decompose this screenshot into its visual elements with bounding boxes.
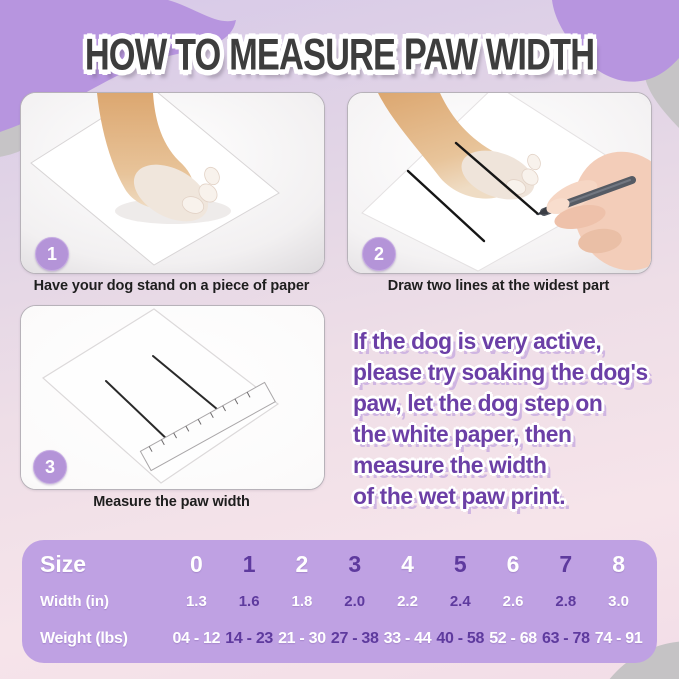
table-row-label: Weight (lbs) [40, 629, 128, 647]
tip-line: measure the width [353, 452, 547, 478]
table-cell: 2.8 [555, 593, 577, 610]
table-cell: 3 [348, 551, 362, 577]
step1-caption: Have your dog stand on a piece of paper [33, 278, 310, 294]
table-cell: 40 - 58 [436, 629, 485, 647]
step2-number-badge: 2 [362, 237, 396, 271]
table-cell: 1 [242, 551, 256, 577]
active-dog-tip-text [353, 326, 669, 512]
table-cell: 14 - 23 [225, 629, 274, 647]
table-cell: 2.0 [344, 593, 366, 610]
step3-number-badge: 3 [33, 450, 67, 484]
ruler-measuring-illustration [21, 306, 324, 489]
step3-caption: Measure the paw width [93, 494, 250, 510]
table-cell: 52 - 68 [489, 629, 537, 647]
page-title: HOW TO MEASURE PAW WIDTH [84, 30, 595, 80]
table-cell: 2.2 [397, 593, 418, 610]
table-cell: 1.3 [185, 593, 207, 610]
table-cell: 21 - 30 [278, 629, 326, 647]
table-cell: 1.8 [291, 593, 313, 610]
table-cell: 27 - 38 [330, 629, 379, 647]
table-cell: 8 [612, 551, 625, 577]
table-row-label: Size [40, 551, 87, 577]
table-cell: 7 [559, 551, 573, 577]
table-cell: 2 [295, 551, 309, 577]
table-cell: 6 [506, 551, 520, 577]
table-cell: 4 [401, 551, 414, 577]
tip-line: please try soaking the dog's [353, 359, 648, 385]
table-cell: 1.6 [238, 593, 260, 610]
size-chart [22, 540, 657, 663]
table-cell: 63 - 78 [541, 629, 590, 647]
table-cell: 33 - 44 [383, 629, 432, 647]
tip-line: If the dog is very active, [353, 328, 602, 354]
table-cell: 3.0 [608, 593, 630, 610]
tip-line: the white paper, then [353, 421, 572, 447]
table-cell: 2.4 [449, 593, 471, 610]
table-cell: 5 [453, 551, 467, 577]
tip-line: paw, let the dog step on [353, 390, 603, 416]
tip-line: of the wet paw print. [353, 483, 566, 509]
step1-number-badge: 1 [35, 237, 69, 271]
table-row-label: Width (in) [40, 593, 110, 610]
table-cell: 2.6 [502, 593, 524, 610]
table-cell: 0 [189, 551, 203, 577]
step2-caption: Draw two lines at the widest part [387, 278, 610, 294]
table-cell: 04 - 12 [172, 629, 221, 647]
table-cell: 74 - 91 [594, 629, 643, 647]
